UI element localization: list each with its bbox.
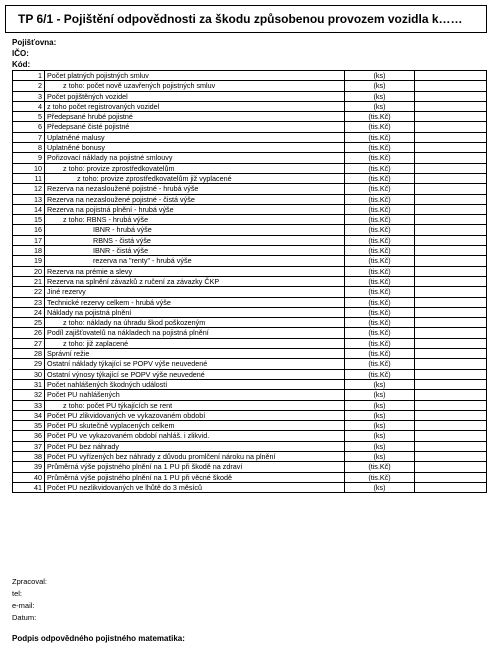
value-cell[interactable] xyxy=(415,266,487,276)
row-unit: (tis.Kč) xyxy=(345,307,415,317)
row-number: 29 xyxy=(13,359,45,369)
value-cell[interactable] xyxy=(415,328,487,338)
row-unit: (tis.Kč) xyxy=(345,349,415,359)
table-row xyxy=(13,163,487,173)
row-unit: (tis.Kč) xyxy=(345,297,415,307)
row-label: Průměrná výše pojistného plnění na 1 PU při věcné škodě xyxy=(45,472,345,482)
row-unit: (tis.Kč) xyxy=(345,173,415,183)
row-number: 8 xyxy=(13,143,45,153)
row-label: rezerva na "renty" - hrubá výše xyxy=(45,256,345,266)
row-label: Rezerva na splnění závazků z ručení za závazky ČKP xyxy=(45,276,345,286)
row-unit: (tis.Kč) xyxy=(345,462,415,472)
row-unit: (ks) xyxy=(345,482,415,492)
row-unit: (tis.Kč) xyxy=(345,338,415,348)
value-cell[interactable] xyxy=(415,318,487,328)
row-unit: (tis.Kč) xyxy=(345,266,415,276)
value-cell[interactable] xyxy=(415,173,487,183)
row-unit: (tis.Kč) xyxy=(345,472,415,482)
row-label: Podíl zajišťovatelů na nákladech na pojistná plnění xyxy=(45,328,345,338)
value-cell[interactable] xyxy=(415,132,487,142)
value-cell[interactable] xyxy=(415,184,487,194)
row-unit: (tis.Kč) xyxy=(345,369,415,379)
row-unit: (tis.Kč) xyxy=(345,204,415,214)
row-number: 37 xyxy=(13,441,45,451)
row-unit: (ks) xyxy=(345,81,415,91)
row-label: Počet PU skutečně vyplacených celkem xyxy=(45,421,345,431)
row-number: 9 xyxy=(13,153,45,163)
table-row xyxy=(13,318,487,328)
insurer-label: Pojišťovna: xyxy=(12,38,57,47)
value-cell[interactable] xyxy=(415,379,487,389)
row-unit: (ks) xyxy=(345,431,415,441)
row-number: 16 xyxy=(13,225,45,235)
report-table xyxy=(12,70,487,493)
row-number: 32 xyxy=(13,390,45,400)
row-label: Počet PU nahlášených xyxy=(45,390,345,400)
table-row xyxy=(13,482,487,492)
row-unit: (tis.Kč) xyxy=(345,359,415,369)
row-number: 27 xyxy=(13,338,45,348)
row-unit: (ks) xyxy=(345,441,415,451)
row-number: 11 xyxy=(13,173,45,183)
table-row xyxy=(13,472,487,482)
row-label: Uplatněné malusy xyxy=(45,132,345,142)
row-unit: (tis.Kč) xyxy=(345,318,415,328)
row-number: 7 xyxy=(13,132,45,142)
row-label: z toho: náklady na úhradu škod poškozeným xyxy=(45,318,345,328)
row-number: 40 xyxy=(13,472,45,482)
row-unit: (tis.Kč) xyxy=(345,122,415,132)
value-cell[interactable] xyxy=(415,276,487,286)
value-cell[interactable] xyxy=(415,235,487,245)
table-row xyxy=(13,122,487,132)
row-label: Počet PU zlikvidovaných ve vykazovaném období xyxy=(45,410,345,420)
table-row xyxy=(13,410,487,420)
value-cell[interactable] xyxy=(415,163,487,173)
table-row xyxy=(13,349,487,359)
table-row xyxy=(13,390,487,400)
row-label: RBNS - čistá výše xyxy=(45,235,345,245)
row-number: 19 xyxy=(13,256,45,266)
table-row xyxy=(13,153,487,163)
table-row xyxy=(13,441,487,451)
row-number: 36 xyxy=(13,431,45,441)
table-row xyxy=(13,256,487,266)
row-label: Náklady na pojistná plnění xyxy=(45,307,345,317)
row-unit: (ks) xyxy=(345,410,415,420)
email-label: e-mail: xyxy=(12,601,35,610)
ico-label: IČO: xyxy=(12,49,29,58)
table-row xyxy=(13,359,487,369)
row-label: Technické rezervy celkem - hrubá výše xyxy=(45,297,345,307)
table-row xyxy=(13,307,487,317)
row-unit: (tis.Kč) xyxy=(345,276,415,286)
row-label: Počet platných pojistných smluv xyxy=(45,71,345,81)
value-cell[interactable] xyxy=(415,400,487,410)
row-number: 41 xyxy=(13,482,45,492)
date-label: Datum: xyxy=(12,613,37,622)
code-label: Kód: xyxy=(12,60,31,69)
value-cell[interactable] xyxy=(415,122,487,132)
value-cell[interactable] xyxy=(415,359,487,369)
table-row xyxy=(13,297,487,307)
row-label: Ostatní náklady týkající se POPV výše neuvedené xyxy=(45,359,345,369)
table-row xyxy=(13,431,487,441)
row-label: z toho: provize zprostředkovatelům xyxy=(45,163,345,173)
value-cell[interactable] xyxy=(415,349,487,359)
row-number: 18 xyxy=(13,246,45,256)
row-unit: (tis.Kč) xyxy=(345,287,415,297)
value-cell[interactable] xyxy=(415,194,487,204)
row-number: 38 xyxy=(13,451,45,461)
value-cell[interactable] xyxy=(415,215,487,225)
row-label: z toho počet registrovaných vozidel xyxy=(45,101,345,111)
row-number: 34 xyxy=(13,410,45,420)
row-unit: (tis.Kč) xyxy=(345,246,415,256)
row-unit: (tis.Kč) xyxy=(345,256,415,266)
row-unit: (tis.Kč) xyxy=(345,225,415,235)
value-cell[interactable] xyxy=(415,431,487,441)
row-number: 5 xyxy=(13,112,45,122)
row-number: 3 xyxy=(13,91,45,101)
table-row xyxy=(13,462,487,472)
row-label: Uplatněné bonusy xyxy=(45,143,345,153)
row-unit: (tis.Kč) xyxy=(345,215,415,225)
table-row xyxy=(13,379,487,389)
row-number: 10 xyxy=(13,163,45,173)
table-row xyxy=(13,287,487,297)
row-number: 12 xyxy=(13,184,45,194)
value-cell[interactable] xyxy=(415,482,487,492)
value-cell[interactable] xyxy=(415,81,487,91)
row-number: 2 xyxy=(13,81,45,91)
table-row xyxy=(13,328,487,338)
row-label: IBNR - hrubá výše xyxy=(45,225,345,235)
table-row xyxy=(13,132,487,142)
row-number: 14 xyxy=(13,204,45,214)
row-label: Rezerva na nezasloužené pojistné - čistá výše xyxy=(45,194,345,204)
value-cell[interactable] xyxy=(415,421,487,431)
row-number: 23 xyxy=(13,297,45,307)
row-label: z toho: počet nově uzavřených pojistných smluv xyxy=(45,81,345,91)
value-cell[interactable] xyxy=(415,297,487,307)
value-cell[interactable] xyxy=(415,246,487,256)
row-number: 4 xyxy=(13,101,45,111)
row-unit: (tis.Kč) xyxy=(345,163,415,173)
value-cell[interactable] xyxy=(415,153,487,163)
row-unit: (tis.Kč) xyxy=(345,143,415,153)
table-row xyxy=(13,204,487,214)
row-unit: (tis.Kč) xyxy=(345,184,415,194)
row-label: Počet pojištěných vozidel xyxy=(45,91,345,101)
row-number: 6 xyxy=(13,122,45,132)
table-row xyxy=(13,451,487,461)
table-row xyxy=(13,215,487,225)
row-label: Počet nahlášených škodných událostí xyxy=(45,379,345,389)
table-row xyxy=(13,173,487,183)
value-cell[interactable] xyxy=(415,71,487,81)
table-row xyxy=(13,400,487,410)
row-number: 25 xyxy=(13,318,45,328)
row-unit: (ks) xyxy=(345,101,415,111)
row-label: Jiné rezervy xyxy=(45,287,345,297)
row-unit: (tis.Kč) xyxy=(345,112,415,122)
table-row xyxy=(13,266,487,276)
row-label: Rezerva na prémie a slevy xyxy=(45,266,345,276)
row-label: Počet PU vyřízených bez náhrady z důvodu promlčení nároku na plnění xyxy=(45,451,345,461)
value-cell[interactable] xyxy=(415,472,487,482)
value-cell[interactable] xyxy=(415,462,487,472)
row-number: 15 xyxy=(13,215,45,225)
row-number: 39 xyxy=(13,462,45,472)
row-number: 28 xyxy=(13,349,45,359)
row-unit: (ks) xyxy=(345,91,415,101)
table-row xyxy=(13,235,487,245)
table-row xyxy=(13,421,487,431)
table-row xyxy=(13,338,487,348)
value-cell[interactable] xyxy=(415,451,487,461)
value-cell[interactable] xyxy=(415,204,487,214)
row-label: z toho: provize zprostředkovatelům již vyplacené xyxy=(45,173,345,183)
row-unit: (tis.Kč) xyxy=(345,153,415,163)
row-number: 20 xyxy=(13,266,45,276)
row-label: Průměrná výše pojistného plnění na 1 PU při škodě na zdraví xyxy=(45,462,345,472)
table-row xyxy=(13,143,487,153)
row-number: 31 xyxy=(13,379,45,389)
table-row xyxy=(13,81,487,91)
value-cell[interactable] xyxy=(415,307,487,317)
row-label: Počet PU ve vykazovaném období nahláš. i zlikvid. xyxy=(45,431,345,441)
row-unit: (ks) xyxy=(345,451,415,461)
value-cell[interactable] xyxy=(415,338,487,348)
table-row xyxy=(13,276,487,286)
tel-label: tel: xyxy=(12,589,23,598)
value-cell[interactable] xyxy=(415,101,487,111)
value-cell[interactable] xyxy=(415,225,487,235)
row-label: z toho: již zaplacené xyxy=(45,338,345,348)
row-number: 33 xyxy=(13,400,45,410)
value-cell[interactable] xyxy=(415,143,487,153)
title-box xyxy=(5,5,487,33)
table-row xyxy=(13,194,487,204)
row-label: Pořizovací náklady na pojistné smlouvy xyxy=(45,153,345,163)
row-label: Počet PU bez náhrady xyxy=(45,441,345,451)
value-cell[interactable] xyxy=(415,390,487,400)
row-unit: (tis.Kč) xyxy=(345,194,415,204)
table-row xyxy=(13,246,487,256)
page-title: TP 6/1 - Pojištění odpovědnosti za škodu způsobenou provozem vozidla k…… xyxy=(18,12,463,26)
row-number: 13 xyxy=(13,194,45,204)
row-unit: (ks) xyxy=(345,379,415,389)
row-unit: (tis.Kč) xyxy=(345,328,415,338)
value-cell[interactable] xyxy=(415,369,487,379)
table-row xyxy=(13,184,487,194)
table-row xyxy=(13,225,487,235)
value-cell[interactable] xyxy=(415,91,487,101)
row-unit: (tis.Kč) xyxy=(345,235,415,245)
prepared-by-label: Zpracoval: xyxy=(12,577,48,586)
table-row xyxy=(13,91,487,101)
value-cell[interactable] xyxy=(415,256,487,266)
value-cell[interactable] xyxy=(415,410,487,420)
row-label: IBNR - čistá výše xyxy=(45,246,345,256)
table-row xyxy=(13,112,487,122)
row-number: 1 xyxy=(13,71,45,81)
row-unit: (tis.Kč) xyxy=(345,132,415,142)
value-cell[interactable] xyxy=(415,441,487,451)
row-number: 24 xyxy=(13,307,45,317)
table-row xyxy=(13,101,487,111)
row-label: Předepsané čisté pojistné xyxy=(45,122,345,132)
value-cell[interactable] xyxy=(415,287,487,297)
row-label: z toho: RBNS - hrubá výše xyxy=(45,215,345,225)
row-label: Ostatní výnosy týkající se POPV výše neuvedené xyxy=(45,369,345,379)
row-unit: (ks) xyxy=(345,421,415,431)
row-number: 30 xyxy=(13,369,45,379)
row-label: Počet PU nezlikvidovaných ve lhůtě do 3 měsíců xyxy=(45,482,345,492)
row-number: 22 xyxy=(13,287,45,297)
row-number: 26 xyxy=(13,328,45,338)
value-cell[interactable] xyxy=(415,112,487,122)
actuary-signature-label: Podpis odpovědného pojistného matematika: xyxy=(12,634,185,643)
row-label: Předepsané hrubé pojistné xyxy=(45,112,345,122)
row-number: 17 xyxy=(13,235,45,245)
table-row xyxy=(13,71,487,81)
row-unit: (ks) xyxy=(345,400,415,410)
row-unit: (ks) xyxy=(345,390,415,400)
row-unit: (ks) xyxy=(345,71,415,81)
row-number: 21 xyxy=(13,276,45,286)
row-label: z toho: počet PU týkajících se rent xyxy=(45,400,345,410)
row-number: 35 xyxy=(13,421,45,431)
table-row xyxy=(13,369,487,379)
row-label: Rezerva na pojistná plnění - hrubá výše xyxy=(45,204,345,214)
row-label: Správní režie xyxy=(45,349,345,359)
row-label: Rezerva na nezasloužené pojistné - hrubá výše xyxy=(45,184,345,194)
